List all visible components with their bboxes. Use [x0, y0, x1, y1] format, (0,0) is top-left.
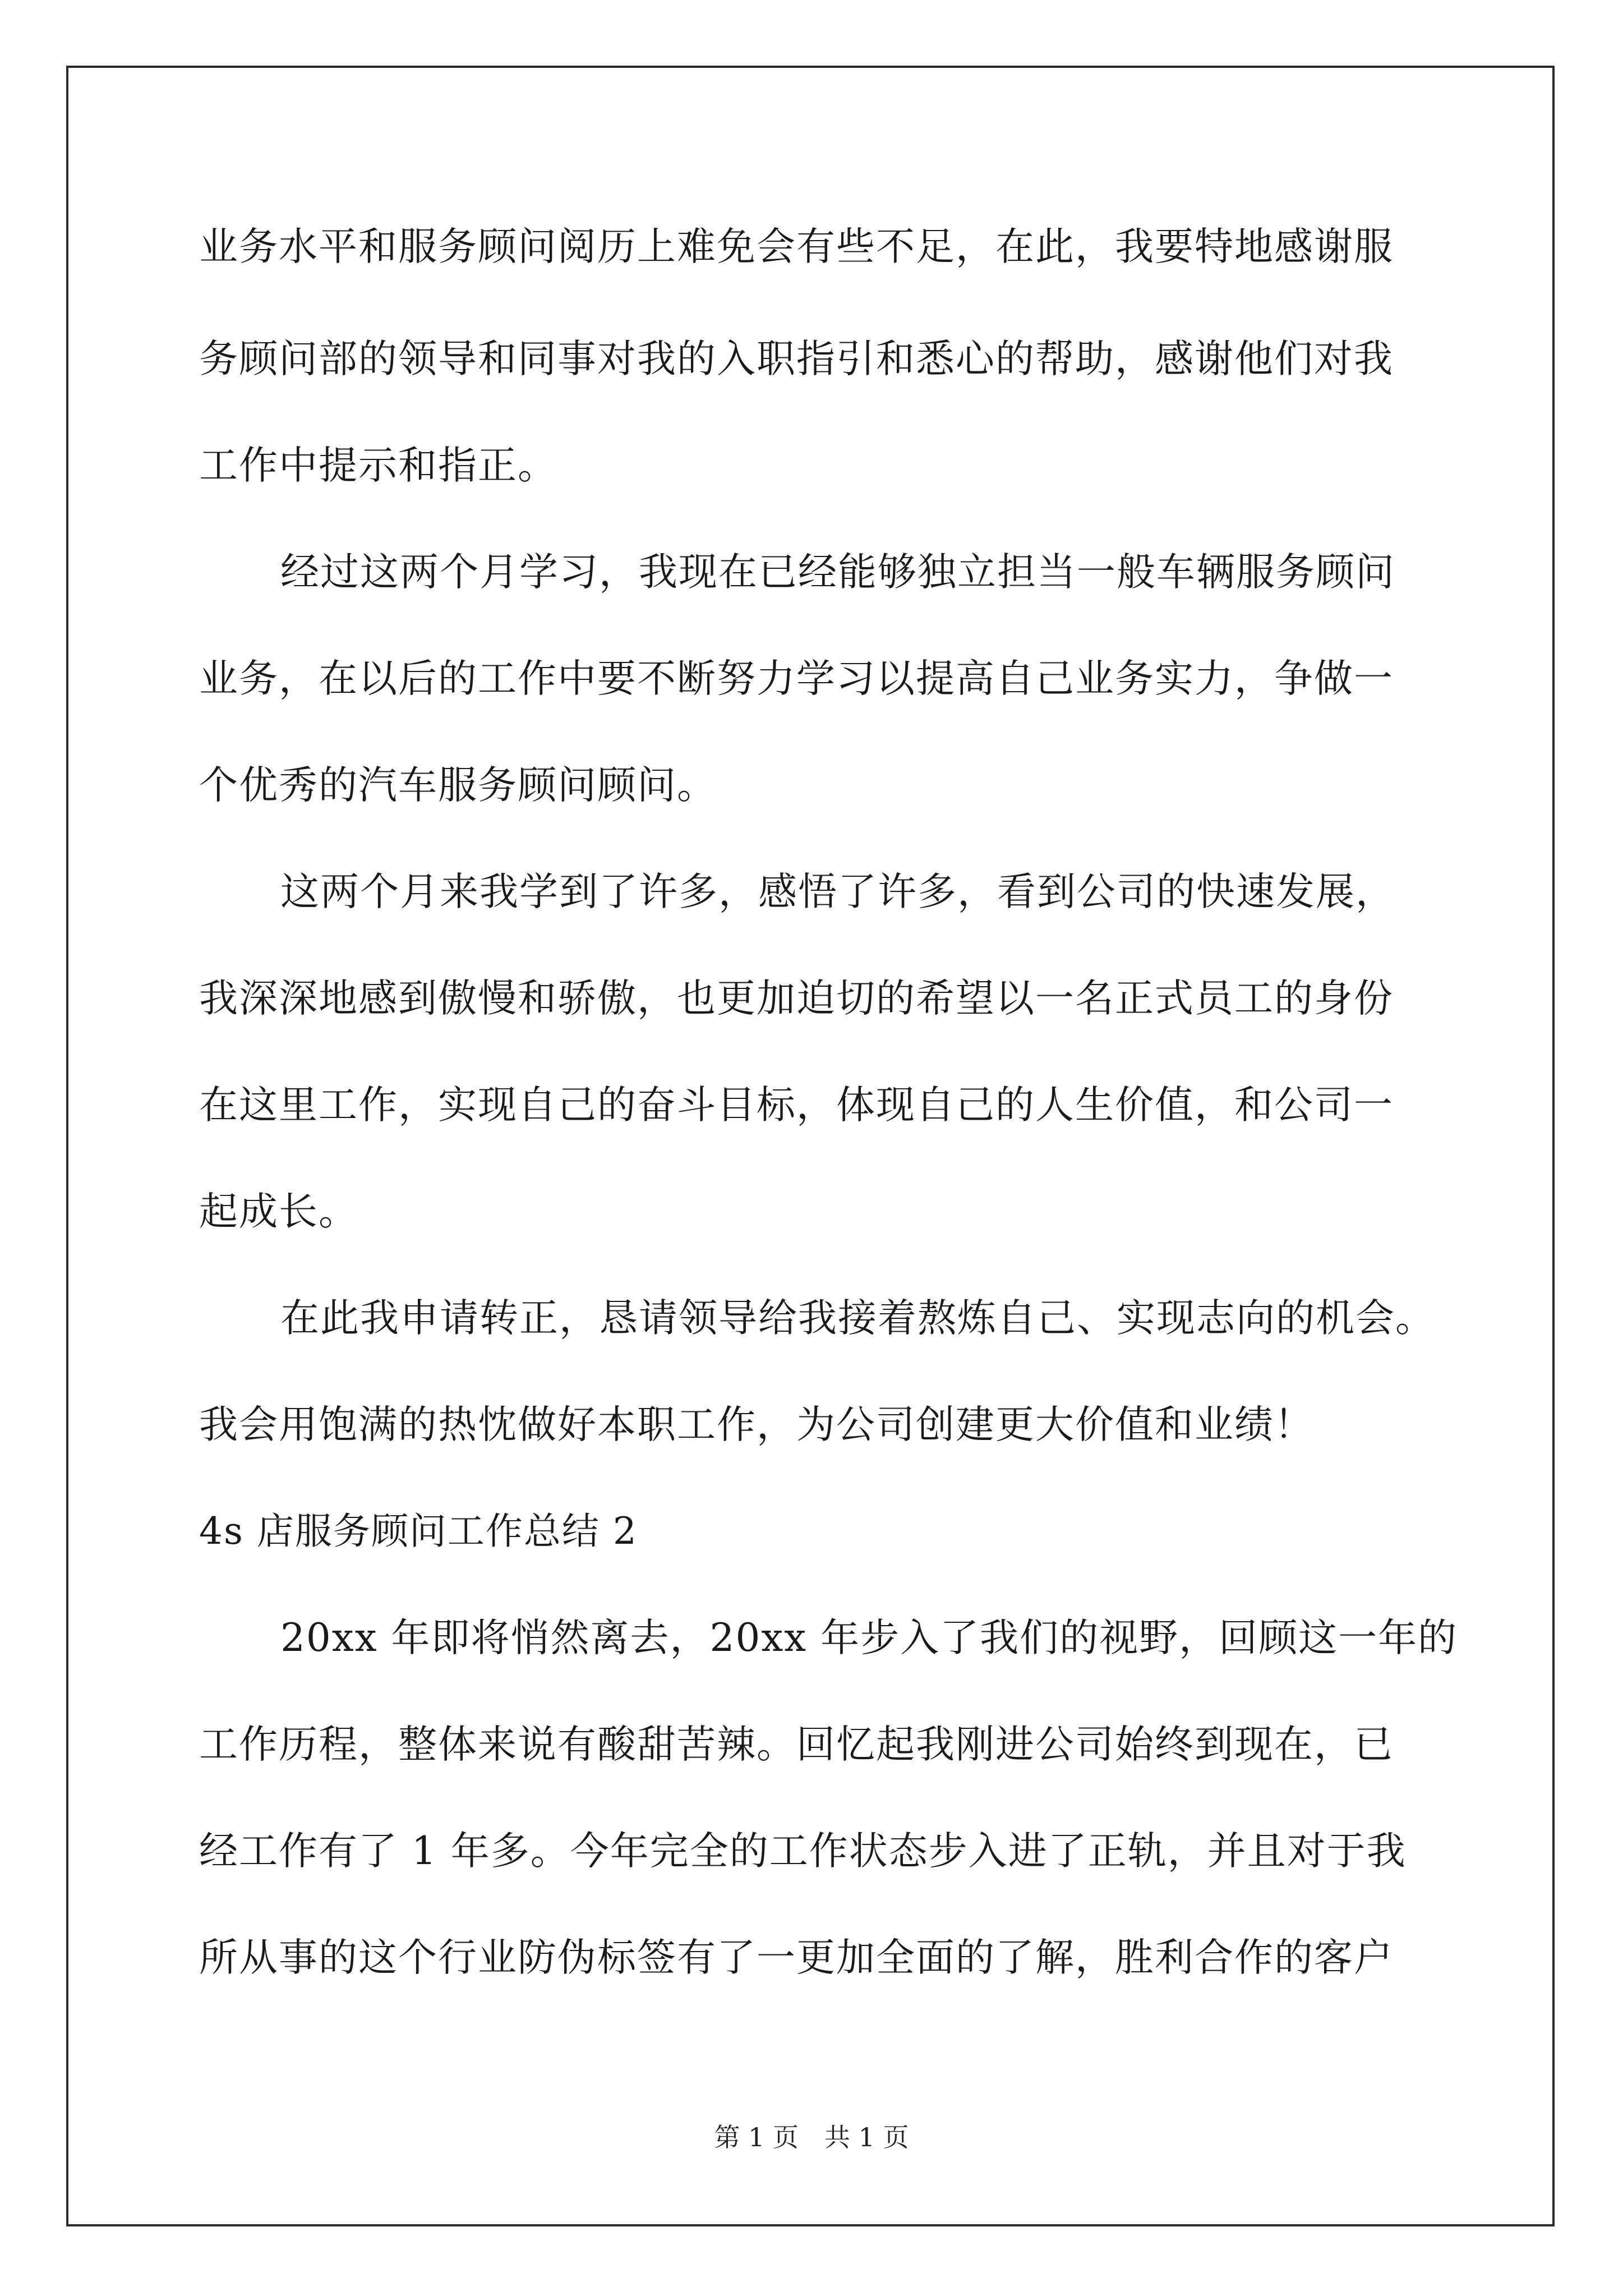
- body-line: 业务，在以后的工作中要不断努力学习以提高自己业务实力，争做一: [199, 656, 1394, 701]
- body-line: 我会用饱满的热忱做好本职工作，为公司创建更大价值和业绩！: [199, 1402, 1314, 1447]
- page-number-footer: 第 1 页 共 1 页: [714, 2122, 909, 2152]
- body-line: 在这里工作，实现自己的奋斗目标，体现自己的人生价值，和公司一: [199, 1083, 1394, 1128]
- body-line: 这两个月来我学到了许多，感悟了许多，看到公司的快速发展，: [280, 869, 1395, 914]
- body-line: 务顾问部的领导和同事对我的入职指引和悉心的帮助，感谢他们对我: [199, 337, 1394, 381]
- body-line: 所从事的这个行业防伪标签有了一更加全面的了解，胜利合作的客户: [199, 1935, 1394, 1980]
- body-line: 20xx 年即将悄然离去，20xx 年步入了我们的视野，回顾这一年的: [280, 1616, 1458, 1660]
- body-line: 经工作有了 1 年多。今年完全的工作状态步入进了正轨，并且对于我: [199, 1829, 1407, 1874]
- body-line: 起成长。: [199, 1189, 358, 1234]
- body-line: 我深深地感到傲慢和骄傲，也更加迫切的希望以一名正式员工的身份: [199, 976, 1394, 1021]
- body-line: 在此我申请转正，恳请领导给我接着熬炼自己、实现志向的机会。: [280, 1296, 1435, 1341]
- body-line: 业务水平和服务顾问阅历上难免会有些不足，在此，我要特地感谢服: [199, 224, 1394, 269]
- body-line: 经过这两个月学习，我现在已经能够独立担当一般车辆服务顾问: [280, 550, 1395, 595]
- body-line: 个优秀的汽车服务顾问顾问。: [199, 763, 717, 808]
- section-heading: 4s 店服务顾问工作总结 2: [199, 1510, 638, 1553]
- body-line: 工作历程，整体来说有酸甜苦辣。回忆起我刚进公司始终到现在，已: [199, 1722, 1394, 1767]
- page-border: [66, 66, 1555, 2226]
- body-line: 工作中提示和指正。: [199, 443, 557, 488]
